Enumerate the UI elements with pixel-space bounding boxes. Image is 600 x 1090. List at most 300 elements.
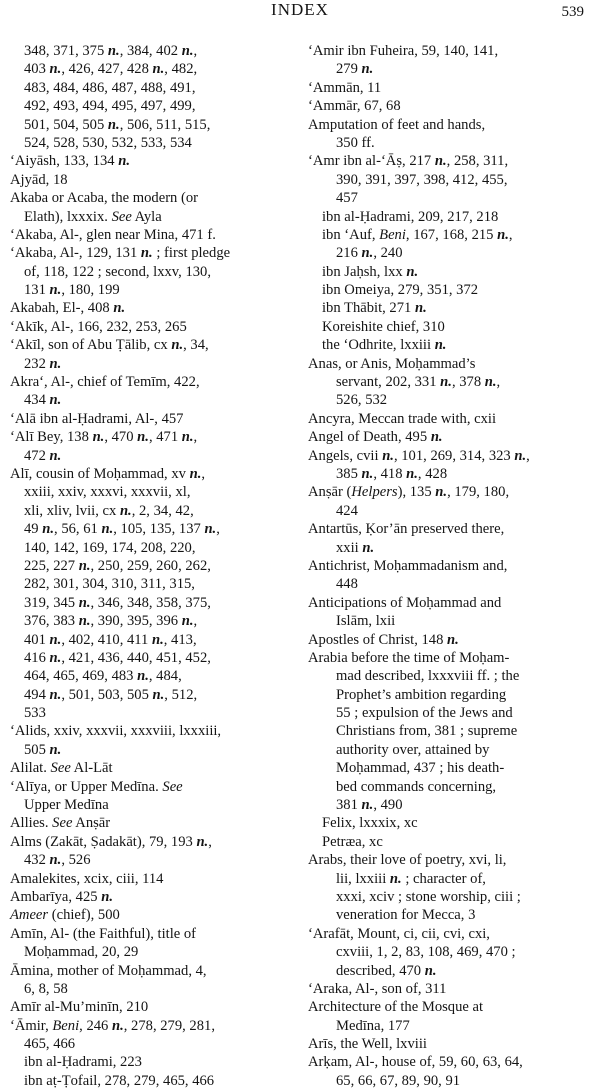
index-subline: [308, 263, 598, 281]
index-entry: [10, 152, 298, 170]
index-text: Anticipations of Moḥammad and: [308, 594, 502, 611]
index-text: Alilat.: [10, 760, 51, 777]
index-subline: [10, 851, 298, 869]
index-text: n.: [107, 116, 120, 133]
index-subline: [10, 649, 298, 667]
index-text: n.: [389, 870, 402, 887]
index-text: 216: [336, 245, 362, 262]
index-subline: [308, 778, 598, 796]
index-text: n.: [78, 613, 91, 630]
index-text: ibn ‘Auf,: [322, 226, 380, 243]
index-text: Felix, lxxxix, xc: [322, 815, 418, 832]
index-text: Petræa, xc: [322, 833, 383, 850]
index-entry: [308, 42, 598, 60]
index-text: xxii: [336, 539, 363, 556]
index-subline: [308, 759, 598, 777]
index-text: n.: [49, 852, 62, 869]
index-text: ,: [508, 226, 513, 243]
index-entry: [10, 906, 298, 924]
index-text: 348, 371, 375: [24, 43, 108, 59]
index-entry: [10, 925, 298, 943]
index-text: 401: [24, 631, 50, 648]
index-text: n.: [152, 61, 165, 78]
index-text: n.: [78, 557, 91, 574]
index-text: See: [162, 778, 183, 795]
index-text: n.: [362, 539, 375, 556]
index-text: ), 135: [397, 484, 436, 501]
index-entry: [308, 980, 598, 998]
index-subline: [10, 116, 298, 134]
index-text: cxviii, 1, 2, 83, 108, 469, 470 ;: [336, 944, 516, 961]
index-text: ‘Araka, Al-, son of, 311: [308, 980, 447, 997]
index-text: n.: [181, 613, 194, 630]
index-subline: [308, 208, 598, 226]
index-text: , 384, 402: [119, 43, 182, 59]
index-text: mad described, lxxxviii ff. ; the: [336, 668, 520, 685]
index-text: n.: [484, 374, 497, 391]
index-entry: [10, 465, 298, 483]
index-text: ibn Thābit, 271: [322, 300, 415, 317]
index-text: 350 ff.: [336, 134, 375, 151]
index-text: Arḳam, Al-, house of, 59, 60, 63, 64,: [308, 1054, 523, 1071]
index-entry: [10, 888, 298, 906]
index-text: 319, 345: [24, 594, 79, 611]
index-text: , 105, 135, 137: [113, 521, 205, 538]
index-text: ,: [193, 613, 198, 630]
index-subline: [10, 1053, 298, 1071]
index-text: Anas, or Anis, Moḥammad’s: [308, 355, 476, 372]
index-text: Akaba or Acaba, the modern (or: [10, 190, 199, 207]
index-subline: [308, 134, 598, 152]
index-entry: [308, 428, 598, 446]
index-subline: [308, 60, 598, 78]
index-text: ,: [193, 429, 198, 446]
index-text: Amputation of feet and hands,: [308, 116, 486, 133]
index-text: Āmina, mother of Moḥammad, 4,: [10, 962, 207, 979]
index-text: , 240: [373, 245, 403, 262]
index-text: ‘Alī Bey, 138: [10, 429, 93, 446]
index-entry: [308, 447, 598, 465]
index-text: 457: [336, 190, 358, 207]
index-text: ,: [208, 833, 212, 850]
index-text: Beni: [52, 1017, 80, 1034]
index-subline: [308, 906, 598, 924]
index-text: n.: [140, 245, 153, 262]
index-text: , 56, 61: [54, 521, 102, 538]
index-entry: [10, 244, 298, 262]
index-text: n.: [137, 668, 149, 685]
index-text: n.: [434, 153, 447, 170]
index-entry: [308, 631, 598, 649]
page-title: INDEX: [271, 0, 329, 19]
index-entry: [308, 355, 598, 373]
index-subline: [10, 447, 298, 465]
index-text: , 426, 427, 428: [61, 61, 153, 78]
index-subline: [10, 575, 298, 593]
index-text: 49: [24, 521, 43, 538]
index-subline: [10, 539, 298, 557]
index-subline: [10, 704, 298, 722]
index-entry: [308, 410, 598, 428]
index-text: ibn al-Ḥadrami, 209, 217, 218: [322, 208, 499, 225]
index-text: , 413,: [163, 631, 197, 648]
index-text: Alī, cousin of Moḥammad, xv: [10, 465, 190, 482]
index-text: Helpers: [351, 484, 398, 501]
index-text: Angels, cvii: [308, 447, 383, 464]
index-text: , 418: [373, 465, 407, 482]
index-text: 465, 466: [24, 1036, 76, 1053]
index-subline: [308, 336, 598, 354]
index-entry: [10, 998, 298, 1016]
index-subline: [308, 722, 598, 740]
index-subline: [10, 502, 298, 520]
index-text: n.: [514, 447, 527, 464]
index-text: n.: [361, 797, 374, 814]
index-text: ‘Alīya, or Upper Medīna.: [10, 778, 163, 795]
index-text: n.: [434, 337, 447, 354]
index-text: 390, 391, 397, 398, 412, 455,: [336, 171, 508, 188]
index-text: 434: [24, 392, 50, 409]
index-subline: [308, 226, 598, 244]
index-subline: [10, 281, 298, 299]
index-text: ibn al-Ḥadrami, 223: [24, 1054, 142, 1071]
index-text: xxxi, xciv ; stone worship, ciii ;: [336, 888, 521, 905]
index-entry: [308, 1035, 598, 1053]
index-text: ‘Akaba, Al-, glen near Mina, 471 f.: [10, 226, 216, 243]
index-text: n.: [196, 833, 209, 850]
index-text: Al-Lāt: [70, 760, 113, 777]
index-entry: [308, 557, 598, 575]
index-subline: [308, 575, 598, 593]
index-entry: [10, 373, 298, 391]
index-subline: [10, 97, 298, 115]
index-subline: [308, 667, 598, 685]
index-text: , 179, 180,: [447, 484, 510, 501]
index-text: Apostles of Christ, 148: [308, 631, 448, 648]
index-subline: [10, 667, 298, 685]
index-subline: [10, 631, 298, 649]
index-subline: [308, 870, 598, 888]
index-text: , 470: [104, 429, 138, 446]
index-subline: [308, 502, 598, 520]
index-text: Ajyād, 18: [10, 171, 68, 188]
index-text: the ‘Odhrite, lxxiii: [322, 337, 435, 354]
index-subline: [308, 1017, 598, 1035]
index-text: Ayla: [131, 208, 162, 225]
index-subline: [10, 1035, 298, 1053]
index-text: ‘Āmir,: [10, 1017, 53, 1034]
index-text: 492, 493, 494, 495, 497, 499,: [24, 98, 196, 115]
index-subline: [10, 355, 298, 373]
index-entry: [10, 814, 298, 832]
index-text: , 390, 395, 396: [90, 613, 182, 630]
index-text: ,: [216, 521, 220, 538]
index-text: n.: [497, 226, 509, 243]
index-subline: [308, 299, 598, 317]
index-subline: [10, 263, 298, 281]
index-text: 424: [336, 502, 358, 519]
index-text: ,: [193, 43, 198, 59]
page-header: [0, 0, 600, 22]
index-text: , 34,: [183, 337, 209, 354]
index-text: 131: [24, 282, 50, 299]
index-subline: [10, 483, 298, 501]
index-text: , 346, 348, 358, 375,: [90, 594, 211, 611]
index-subline: [10, 79, 298, 97]
index-entry: [308, 851, 598, 869]
index-text: n.: [113, 300, 126, 317]
index-entry: [10, 428, 298, 446]
index-text: Moḥammad, 20, 29: [24, 944, 139, 961]
index-text: 282, 301, 304, 310, 311, 315,: [24, 576, 195, 593]
index-text: n.: [424, 962, 437, 979]
index-subline: [308, 1072, 598, 1090]
index-entry: [10, 226, 298, 244]
index-text: 448: [336, 576, 358, 593]
index-text: n.: [111, 1017, 124, 1034]
index-subline: [10, 943, 298, 961]
index-text: n.: [361, 245, 374, 262]
index-subline: [10, 796, 298, 814]
index-text: Christians from, 381 ; supreme: [336, 723, 518, 740]
index-text: Koreishite chief, 310: [322, 318, 445, 335]
index-subline: [308, 189, 598, 207]
index-text: See: [50, 760, 71, 777]
index-text: Medīna, 177: [336, 1017, 410, 1034]
index-text: n.: [49, 282, 62, 299]
index-subline: [10, 42, 298, 60]
index-text: bed commands concerning,: [336, 778, 497, 795]
index-subline: [308, 244, 598, 262]
index-entry: [10, 833, 298, 851]
index-text: described, 470: [336, 962, 425, 979]
index-entry: [10, 189, 298, 207]
index-entry: [308, 594, 598, 612]
index-text: 381: [336, 797, 362, 814]
index-text: n.: [406, 465, 418, 482]
index-subline: [308, 171, 598, 189]
index-text: n.: [49, 631, 62, 648]
index-text: ibn Jaḥsh, lxx: [322, 263, 407, 280]
index-subline: [308, 962, 598, 980]
index-subline: [308, 391, 598, 409]
index-subline: [308, 373, 598, 391]
index-subline: [10, 391, 298, 409]
index-entry: [10, 336, 298, 354]
index-text: n.: [101, 521, 114, 538]
index-entry: [10, 778, 298, 796]
index-text: 232: [24, 355, 50, 372]
index-subline: [308, 814, 598, 832]
index-subline: [10, 134, 298, 152]
index-text: , 421, 436, 440, 451, 452,: [61, 649, 211, 666]
index-text: 140, 142, 169, 174, 208, 220,: [24, 539, 196, 556]
index-entry: [10, 171, 298, 189]
index-text: Prophet’s ambition regarding: [336, 686, 507, 703]
index-text: n.: [181, 43, 194, 59]
index-text: n.: [118, 153, 130, 170]
index-subline: [308, 612, 598, 630]
index-entry: [308, 97, 598, 115]
index-text: Upper Medīna: [24, 797, 109, 814]
index-text: , 2, 34, 42,: [131, 502, 194, 519]
index-text: n.: [181, 429, 194, 446]
index-text: n.: [204, 521, 217, 538]
index-text: , 258, 311,: [446, 153, 509, 170]
index-text: ‘Alids, xxiv, xxxvii, xxxviii, lxxxiii,: [10, 723, 222, 740]
index-text: 385: [336, 465, 362, 482]
index-subline: [308, 686, 598, 704]
index-text: , 482,: [164, 61, 198, 78]
index-text: Amīn, Al- (the Faithful), title of: [10, 925, 197, 942]
index-subline: [10, 980, 298, 998]
index-text: , 278, 279, 281,: [123, 1017, 215, 1034]
index-subline: [308, 796, 598, 814]
index-text: n.: [435, 484, 448, 501]
index-text: Anṣār: [72, 815, 111, 832]
index-text: ‘Akīk, Al-, 166, 232, 253, 265: [10, 318, 187, 335]
index-text: of, 118, 122 ; second, lxxv, 130,: [24, 263, 211, 280]
index-text: ‘Amir ibn Fuheira, 59, 140, 141,: [308, 43, 499, 59]
index-text: Alms (Zakāt, Ṣadakāt), 79, 193: [10, 833, 197, 850]
index-text: n.: [361, 465, 374, 482]
index-entry: [10, 318, 298, 336]
index-text: Ancyra, Meccan trade with, cxii: [308, 410, 497, 427]
index-text: Ambarīya, 425: [10, 888, 102, 905]
index-text: n.: [92, 429, 105, 446]
index-text: n.: [152, 686, 165, 703]
index-text: Akra‘, Al-, chief of Temīm, 422,: [10, 374, 200, 391]
index-text: 524, 528, 530, 532, 533, 534: [24, 134, 192, 151]
index-text: ,: [201, 465, 205, 482]
index-text: 6, 8, 58: [24, 980, 68, 997]
index-text: ‘Amr ibn al-‘Āṣ, 217: [308, 153, 435, 170]
index-text: , 428: [417, 465, 448, 482]
index-subline: [10, 1072, 298, 1090]
index-text: 65, 66, 67, 89, 90, 91: [336, 1072, 461, 1089]
index-text: ‘Akīl, son of Abu Ṭālib, cx: [10, 337, 172, 354]
index-entry: [308, 520, 598, 538]
index-text: lii, lxxiii: [336, 870, 390, 887]
index-text: n.: [137, 429, 149, 446]
index-column-left: [10, 42, 298, 1090]
index-text: 494: [24, 686, 50, 703]
index-text: n.: [430, 429, 443, 446]
index-text: , 526: [61, 852, 91, 869]
index-text: n.: [382, 447, 394, 464]
index-text: 472: [24, 447, 50, 464]
index-entry: [308, 998, 598, 1016]
index-text: n.: [101, 888, 113, 905]
index-entry: [10, 410, 298, 428]
index-entry: [308, 152, 598, 170]
index-text: , 501, 503, 505: [61, 686, 153, 703]
index-text: ‘Ammān, 11: [308, 79, 382, 96]
index-text: n.: [49, 61, 62, 78]
index-text: Beni: [379, 226, 406, 243]
index-text: , 512,: [164, 686, 198, 703]
index-text: , 506, 511, 515,: [119, 116, 211, 133]
index-text: n.: [107, 43, 120, 59]
index-text: Arabs, their love of poetry, xvi, li,: [308, 852, 507, 869]
index-text: Anṣār (: [308, 484, 352, 501]
index-text: ‘Alā ibn al-Ḥadrami, Al-, 457: [10, 410, 184, 427]
index-text: See: [111, 208, 132, 225]
index-text: See: [52, 815, 73, 832]
index-subline: [10, 686, 298, 704]
index-text: n.: [42, 521, 55, 538]
index-text: 483, 484, 486, 487, 488, 491,: [24, 79, 196, 96]
index-text: , 378: [451, 374, 485, 391]
index-text: n.: [119, 502, 132, 519]
index-subline: [10, 594, 298, 612]
index-text: ‘Akaba, Al-, 129, 131: [10, 245, 141, 262]
index-text: veneration for Mecca, 3: [336, 907, 476, 924]
index-text: (chief), 500: [48, 907, 120, 924]
index-text: ,: [526, 447, 530, 464]
index-text: Allies.: [10, 815, 53, 832]
index-subline: [10, 520, 298, 538]
index-text: Islām, lxii: [336, 613, 396, 630]
index-entry: [10, 870, 298, 888]
index-text: 416: [24, 649, 50, 666]
index-subline: [10, 557, 298, 575]
index-entry: [10, 722, 298, 740]
index-entry: [10, 962, 298, 980]
index-text: 432: [24, 852, 50, 869]
index-text: n.: [49, 649, 62, 666]
index-subline: [308, 465, 598, 483]
index-text: 376, 383: [24, 613, 79, 630]
index-entry: [308, 483, 598, 501]
index-text: , 167, 168, 215: [405, 226, 498, 243]
index-text: 55 ; expulsion of the Jews and: [336, 705, 513, 722]
index-subline: [10, 60, 298, 78]
index-text: n.: [151, 631, 164, 648]
index-subline: [308, 281, 598, 299]
index-text: Moḥammad, 437 ; his death-: [336, 760, 505, 777]
index-text: n.: [171, 337, 184, 354]
index-text: Amīr al-Mu’minīn, 210: [10, 999, 149, 1016]
index-entry: [308, 1053, 598, 1071]
index-text: ibn aṭ-Ṭofail, 278, 279, 465, 466: [24, 1072, 215, 1089]
index-text: n.: [440, 374, 452, 391]
index-text: n.: [406, 263, 419, 280]
index-text: Antartūs, Ḳor’ān preserved there,: [308, 521, 505, 538]
index-text: , 101, 269, 314, 323: [393, 447, 515, 464]
index-text: Arabia before the time of Moḥam-: [308, 649, 510, 666]
index-text: , 490: [373, 797, 403, 814]
index-text: , 471: [148, 429, 182, 446]
index-text: ‘Arafāt, Mount, ci, cii, cvi, cxi,: [308, 925, 490, 942]
index-text: Architecture of the Mosque at: [308, 999, 484, 1016]
index-text: Angel of Death, 495: [308, 429, 431, 446]
index-text: ‘Aiyāsh, 133, 134: [10, 153, 119, 170]
index-text: , 246: [79, 1017, 112, 1034]
index-subline: [308, 704, 598, 722]
index-text: ibn Omeiya, 279, 351, 372: [322, 282, 479, 299]
index-text: Akabah, El-, 408: [10, 300, 114, 317]
index-text: Amalekites, xcix, ciii, 114: [10, 870, 164, 887]
index-text: n.: [49, 447, 62, 464]
index-entry: [308, 649, 598, 667]
index-text: Elath), lxxxix.: [24, 208, 112, 225]
index-text: n.: [447, 631, 459, 648]
index-text: 533: [24, 705, 46, 722]
index-text: n.: [49, 355, 62, 372]
index-subline: [308, 833, 598, 851]
index-text: Arīs, the Well, lxviii: [308, 1036, 427, 1053]
